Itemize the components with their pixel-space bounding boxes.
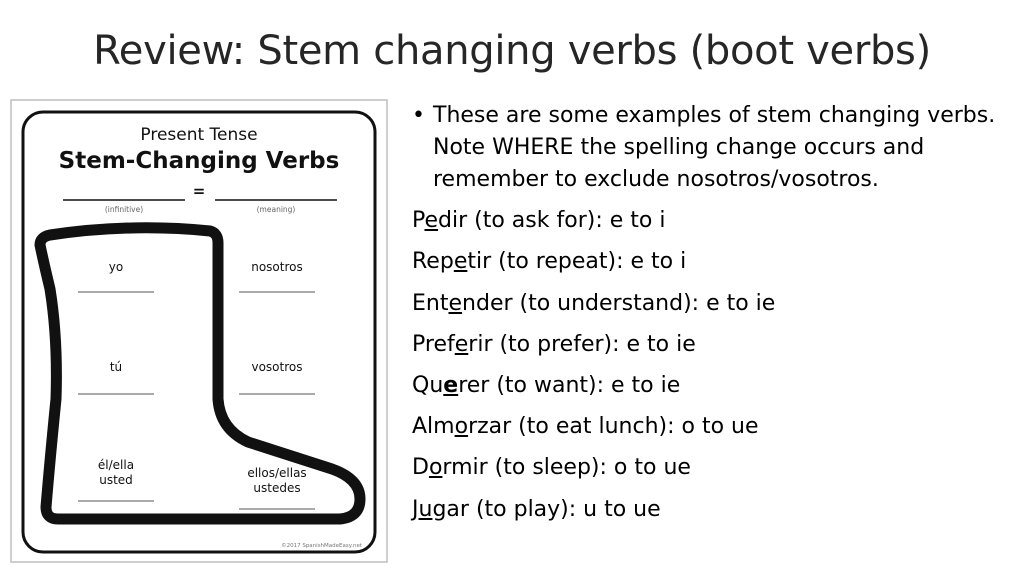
verb-text-after: rer (to want): e to ie [458, 372, 681, 398]
verb-item [412, 451, 1012, 484]
worksheet-heading-top: Present Tense [140, 125, 258, 145]
pronoun-yo: yo [108, 260, 124, 274]
pronoun-tu: tú [109, 360, 123, 374]
verb-text-after: rir (to prefer): e to ie [468, 331, 696, 357]
verb-item [412, 287, 1012, 320]
verb-text-before: Alm [412, 414, 455, 440]
slide-title: Review: Stem changing verbs (boot verbs) [93, 28, 931, 74]
verb-text-after: rmir (to sleep): o to ue [442, 455, 691, 481]
label-meaning: (meaning) [256, 205, 296, 214]
verb-item [412, 245, 1012, 278]
verb-text-before: Qu [412, 372, 444, 398]
equals-sign: = [192, 182, 206, 200]
verb-item [412, 410, 1012, 443]
stem-change-letter: e [453, 249, 468, 275]
label-infinitive: (infinitive) [104, 205, 144, 214]
pronoun-vosotros: vosotros [251, 360, 303, 374]
verb-text-before: Ent [412, 290, 449, 316]
verb-item [412, 493, 1012, 526]
stem-change-letter: u [418, 496, 433, 522]
bullet-icon: • [412, 103, 425, 128]
pronoun-el-ella: él/ella [97, 458, 135, 472]
verb-item [412, 204, 1012, 237]
verb-text-before: J [412, 496, 419, 522]
pronoun-usted: usted [99, 473, 133, 487]
verb-text-after: rzar (to eat lunch): o to ue [468, 414, 759, 440]
pronoun-ustedes: ustedes [253, 481, 301, 495]
verb-text-before: P [412, 208, 425, 234]
stem-change-letter: e [424, 208, 439, 234]
stem-change-letter: e [443, 372, 459, 398]
verb-item [412, 369, 1012, 402]
stem-change-letter: e [448, 290, 463, 316]
pronoun-ellos-ellas: ellos/ellas [247, 466, 307, 480]
slide-content [412, 100, 1012, 526]
boot-verb-worksheet [10, 99, 388, 563]
verb-text-after: gar (to play): u to ue [432, 496, 661, 522]
pronoun-nosotros: nosotros [251, 260, 303, 274]
stem-change-letter: o [454, 414, 469, 440]
worksheet-heading-main: Stem-Changing Verbs [58, 148, 340, 174]
verb-text-after: tir (to repeat): e to i [467, 249, 687, 275]
stem-change-letter: e [454, 331, 469, 357]
intro-bullet [412, 100, 1012, 196]
verb-text-before: D [412, 455, 429, 481]
worksheet-graphic [10, 99, 388, 563]
verb-text-after: nder (to understand): e to ie [462, 290, 776, 316]
intro-bullet-text: These are some examples of stem changing verbs. Note WHERE the spelling change occurs and remember to exclude nosotros/vosotros. [433, 103, 996, 192]
verb-item [412, 328, 1012, 361]
verb-text-before: Rep [412, 249, 454, 275]
verb-text-after: dir (to ask for): e to i [438, 208, 666, 234]
stem-change-letter: o [428, 455, 443, 481]
verb-text-before: Pref [412, 331, 455, 357]
worksheet-copyright: ©2017 SpanishMadeEasy.net [281, 543, 362, 549]
verb-list [412, 204, 1012, 525]
